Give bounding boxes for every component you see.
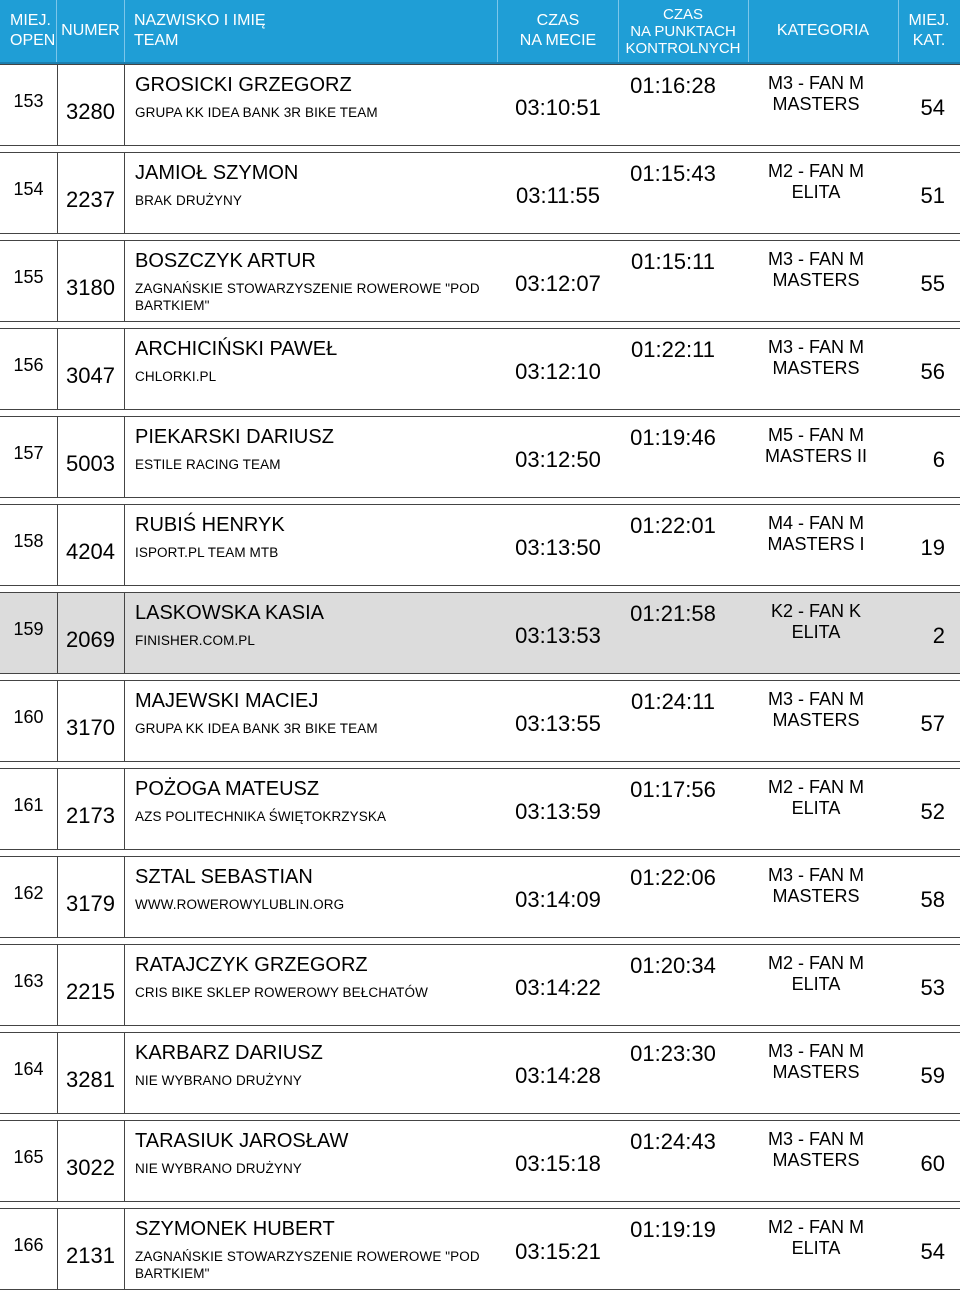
- row-category-position: 52: [920, 799, 945, 824]
- header-pos: MIEJ. OPEN: [0, 0, 57, 62]
- row-category-code: K2 - FAN K: [770, 601, 862, 621]
- row-overall-position: 153: [13, 91, 44, 111]
- row-category-group: MASTERS: [772, 886, 860, 906]
- row-category-group: MASTERS: [772, 270, 860, 290]
- row-category-group: MASTERS: [772, 1062, 860, 1082]
- row-category-group: ELITA: [791, 974, 841, 994]
- row-overall-position: 160: [13, 707, 44, 727]
- row-category-group: MASTERS: [772, 358, 860, 378]
- row-rider-name: MAJEWSKI MACIEJ: [135, 690, 319, 712]
- row-checkpoint-time: 01:19:46: [630, 425, 716, 450]
- row-category-position: 56: [920, 359, 945, 384]
- row-bib-number: 4204: [66, 539, 115, 564]
- row-category-position: 55: [920, 271, 945, 296]
- row-rider-name: KARBARZ DARIUSZ: [135, 1042, 323, 1064]
- row-checkpoint-time: 01:22:11: [630, 337, 715, 362]
- row-bib-number: 3170: [66, 715, 115, 740]
- row-category-group: MASTERS: [772, 1150, 860, 1170]
- table-row: [0, 504, 960, 586]
- row-rider-name: BOSZCZYK ARTUR: [135, 250, 316, 272]
- row-category-code: M3 - FAN M: [767, 1041, 864, 1061]
- table-row: [0, 1120, 960, 1202]
- row-rider-name: RUBIŚ HENRYK: [135, 514, 285, 536]
- table-row: [0, 240, 960, 322]
- row-category-code: M3 - FAN M: [767, 73, 864, 93]
- row-checkpoint-time: 01:24:11: [630, 689, 715, 714]
- row-category-group: ELITA: [791, 798, 841, 818]
- row-team-name: AZS POLITECHNIKA ŚWIĘTOKRZYSKA: [135, 809, 387, 824]
- row-team-name: ISPORT.PL TEAM MTB: [135, 545, 279, 560]
- row-category-code: M2 - FAN M: [767, 777, 864, 797]
- row-category-group: MASTERS II: [764, 446, 867, 466]
- row-category-position: 57: [920, 711, 945, 736]
- table-row: [0, 328, 960, 410]
- row-overall-position: 162: [13, 883, 44, 903]
- row-checkpoint-time: 01:22:01: [630, 513, 716, 538]
- row-finish-time: 03:10:51: [515, 95, 601, 120]
- row-category: [730, 161, 902, 203]
- row-category: [730, 1217, 902, 1259]
- header-finish-time: CZAS NA MECIE: [498, 0, 619, 62]
- row-bib-number: 2069: [66, 627, 115, 652]
- row-category-position: 58: [920, 887, 945, 912]
- row-overall-position: 163: [13, 971, 44, 991]
- row-bib-number: 5003: [66, 451, 115, 476]
- row-team-name: ZAGNAŃSKIE STOWARZYSZENIE ROWEROWE "POD BARTKIEM": [135, 281, 480, 313]
- row-rider-name: RATAJCZYK GRZEGORZ: [135, 954, 368, 976]
- row-category-position: 54: [920, 1239, 945, 1264]
- row-category: [730, 73, 902, 115]
- row-finish-time: 03:14:28: [515, 1063, 601, 1088]
- row-team-name: NIE WYBRANO DRUŻYNY: [135, 1161, 302, 1176]
- row-team-name: GRUPA KK IDEA BANK 3R BIKE TEAM: [135, 721, 378, 736]
- row-checkpoint-time: 01:15:11: [630, 249, 715, 274]
- row-category-group: ELITA: [791, 1238, 841, 1258]
- row-team-name: ESTILE RACING TEAM: [135, 457, 281, 472]
- row-category-position: 53: [920, 975, 945, 1000]
- row-team-name: GRUPA KK IDEA BANK 3R BIKE TEAM: [135, 105, 378, 120]
- row-finish-time: 03:12:07: [515, 271, 601, 296]
- row-finish-time: 03:12:50: [515, 447, 601, 472]
- row-checkpoint-time: 01:24:43: [630, 1129, 716, 1154]
- row-category: [730, 601, 902, 643]
- row-category-code: M2 - FAN M: [767, 1217, 864, 1237]
- row-category: [730, 1129, 902, 1171]
- results-table-header: [0, 0, 960, 64]
- row-overall-position: 165: [13, 1147, 44, 1167]
- table-row: [0, 768, 960, 850]
- row-category: [730, 777, 902, 819]
- row-bib-number: 2215: [66, 979, 115, 1004]
- row-finish-time: 03:12:10: [515, 359, 601, 384]
- row-bib-number: 3179: [66, 891, 115, 916]
- row-overall-position: 159: [13, 619, 44, 639]
- row-rider-name: SZTAL SEBASTIAN: [135, 866, 313, 888]
- row-category-position: 59: [920, 1063, 945, 1088]
- row-category-position: 2: [932, 623, 945, 648]
- row-rider-name: SZYMONEK HUBERT: [135, 1218, 335, 1240]
- row-category-group: MASTERS: [772, 710, 860, 730]
- row-finish-time: 03:14:09: [515, 887, 601, 912]
- row-checkpoint-time: 01:15:43: [630, 161, 716, 186]
- row-bib-number: 3280: [66, 99, 115, 124]
- row-team-name: WWW.ROWEROWYLUBLIN.ORG: [135, 897, 345, 912]
- row-overall-position: 154: [13, 179, 44, 199]
- row-category-code: M2 - FAN M: [767, 953, 864, 973]
- row-checkpoint-time: 01:17:56: [630, 777, 716, 802]
- row-category: [730, 337, 902, 379]
- row-category: [730, 425, 902, 467]
- row-category: [730, 249, 902, 291]
- row-finish-time: 03:13:55: [515, 711, 601, 736]
- row-overall-position: 161: [13, 795, 44, 815]
- table-row: [0, 856, 960, 938]
- row-category: [730, 513, 902, 555]
- row-category: [730, 1041, 902, 1083]
- row-category-code: M3 - FAN M: [767, 1129, 864, 1149]
- row-rider-name: LASKOWSKA KASIA: [135, 602, 324, 624]
- row-category-code: M3 - FAN M: [767, 337, 864, 357]
- row-category-code: M2 - FAN M: [767, 161, 864, 181]
- table-row: [0, 152, 960, 234]
- row-category-code: M3 - FAN M: [767, 689, 864, 709]
- row-rider-name: GROSICKI GRZEGORZ: [135, 74, 352, 96]
- row-finish-time: 03:13:53: [515, 623, 601, 648]
- row-finish-time: 03:13:59: [515, 799, 601, 824]
- row-team-name: NIE WYBRANO DRUŻYNY: [135, 1073, 302, 1088]
- row-overall-position: 158: [13, 531, 44, 551]
- row-checkpoint-time: 01:22:06: [630, 865, 716, 890]
- row-finish-time: 03:15:18: [515, 1151, 601, 1176]
- row-bib-number: 3022: [66, 1155, 115, 1180]
- header-name-team: NAZWISKO I IMIĘ TEAM: [124, 0, 498, 62]
- row-overall-position: 155: [13, 267, 44, 287]
- row-category-group: MASTERS: [772, 94, 860, 114]
- row-finish-time: 03:14:22: [515, 975, 601, 1000]
- table-row: [0, 592, 960, 674]
- row-team-name: CHLORKI.PL: [135, 369, 217, 384]
- row-overall-position: 156: [13, 355, 44, 375]
- row-bib-number: 2237: [66, 187, 115, 212]
- header-checkpoint-time: CZAS NA PUNKTACH KONTROLNYCH: [618, 0, 749, 62]
- row-overall-position: 157: [13, 443, 44, 463]
- table-row: [0, 1032, 960, 1114]
- row-checkpoint-time: 01:20:34: [630, 953, 716, 978]
- header-category-pos: MIEJ. KAT.: [908, 12, 950, 49]
- row-category-position: 54: [920, 95, 945, 120]
- row-checkpoint-time: 01:23:30: [630, 1041, 716, 1066]
- row-category-group: MASTERS I: [767, 534, 865, 554]
- table-row: [0, 416, 960, 498]
- table-row: [0, 680, 960, 762]
- row-team-name: CRIS BIKE SKLEP ROWEROWY BEŁCHATÓW: [135, 985, 428, 1000]
- row-rider-name: ARCHICIŃSKI PAWEŁ: [135, 338, 338, 360]
- table-row: [0, 64, 960, 146]
- row-rider-name: JAMIOŁ SZYMON: [135, 162, 299, 184]
- row-category-position: 51: [920, 183, 945, 208]
- row-overall-position: 164: [13, 1059, 44, 1079]
- table-row: [0, 1208, 960, 1290]
- row-team-name: FINISHER.COM.PL: [135, 633, 256, 648]
- row-category-position: 60: [920, 1151, 945, 1176]
- row-category-code: M5 - FAN M: [767, 425, 864, 445]
- row-category-group: ELITA: [791, 182, 841, 202]
- row-bib-number: 3180: [66, 275, 115, 300]
- row-bib-number: 3047: [66, 363, 115, 388]
- row-finish-time: 03:13:50: [515, 535, 601, 560]
- row-category-code: M3 - FAN M: [767, 249, 864, 269]
- row-bib-number: 2131: [66, 1243, 115, 1268]
- row-category-code: M3 - FAN M: [767, 865, 864, 885]
- row-category: [730, 865, 902, 907]
- row-checkpoint-time: 01:19:19: [630, 1217, 716, 1242]
- table-row: [0, 944, 960, 1026]
- row-category: [730, 689, 902, 731]
- row-team-name: BRAK DRUŻYNY: [135, 193, 242, 208]
- header-category: KATEGORIA: [748, 0, 899, 62]
- row-checkpoint-time: 01:16:28: [630, 73, 716, 98]
- row-category: [730, 953, 902, 995]
- row-rider-name: POŻOGA MATEUSZ: [135, 778, 320, 800]
- row-bib-number: 3281: [66, 1067, 115, 1092]
- row-overall-position: 166: [13, 1235, 44, 1255]
- row-finish-time: 03:11:55: [515, 183, 600, 208]
- row-rider-name: PIEKARSKI DARIUSZ: [135, 426, 334, 448]
- row-rider-name: TARASIUK JAROSŁAW: [135, 1130, 349, 1152]
- row-checkpoint-time: 01:21:58: [630, 601, 716, 626]
- row-category-group: ELITA: [791, 622, 841, 642]
- row-category-position: 19: [920, 535, 945, 560]
- row-category-position: 6: [932, 447, 945, 472]
- row-bib-number: 2173: [66, 803, 115, 828]
- header-number: NUMER: [57, 0, 125, 62]
- row-team-name: ZAGNAŃSKIE STOWARZYSZENIE ROWEROWE "POD BARTKIEM": [135, 1249, 480, 1281]
- row-category-code: M4 - FAN M: [767, 513, 864, 533]
- row-finish-time: 03:15:21: [515, 1239, 601, 1264]
